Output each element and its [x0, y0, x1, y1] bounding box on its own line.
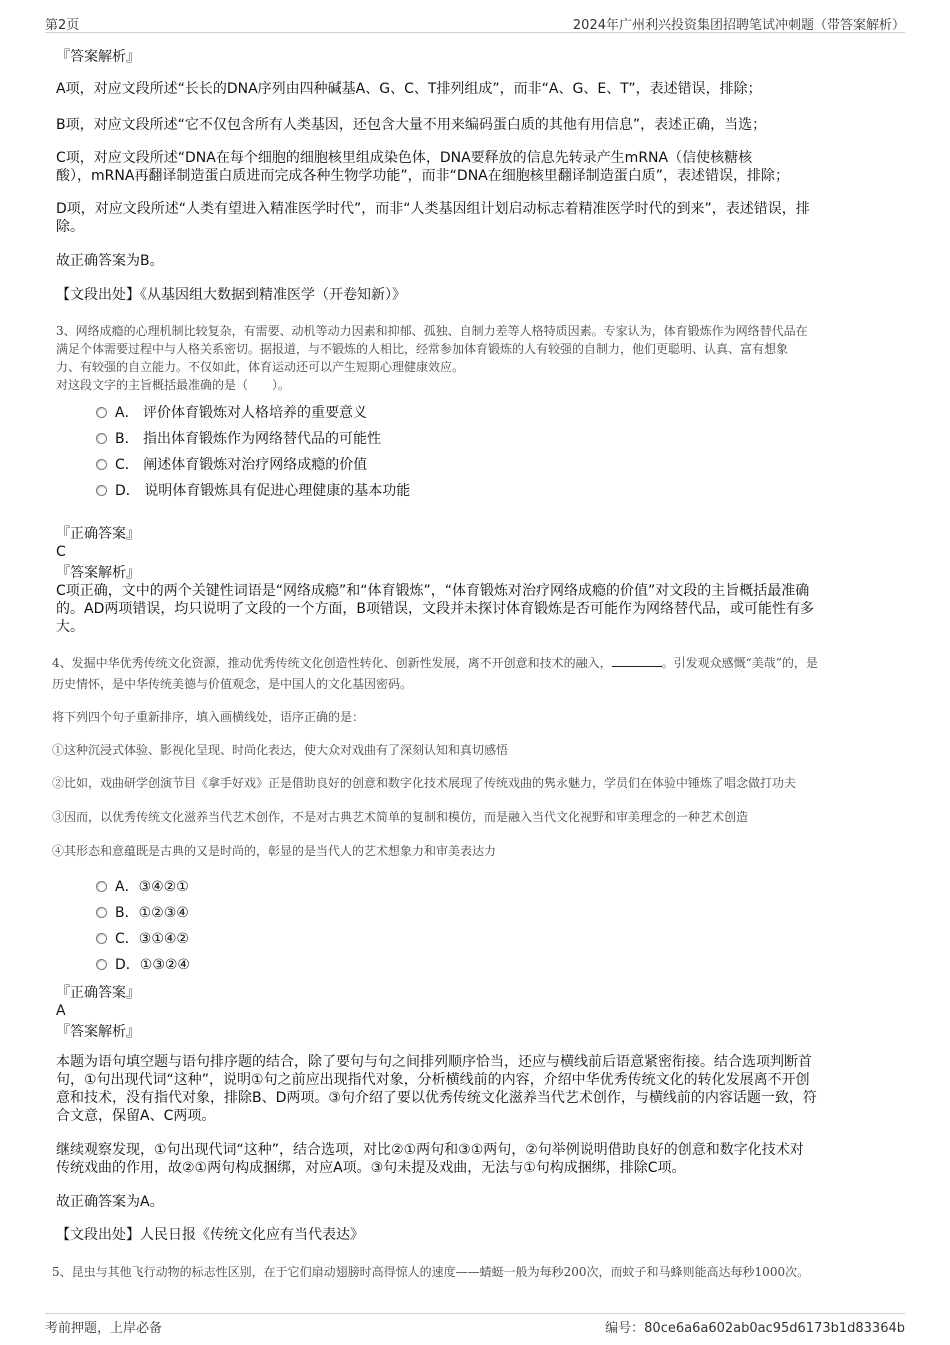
q3-analysis-line2: 的。AD两项错误，均只说明了文段的一个方面，B项错误，文段并未探讨体育锻炼是否可能作为网络替代品，或可能性有多 — [56, 601, 814, 617]
q3-option-d[interactable] — [96, 482, 410, 500]
q3-option-b[interactable] — [96, 430, 381, 448]
q3-analysis-line1: C项正确，文中的两个关键性词语是“网络成瘾”和“体育锻炼”，“体育锻炼对治疗网络成瘾的价值”对文段的主旨概括最准确 — [56, 583, 810, 599]
q4-option-b[interactable] — [96, 904, 189, 922]
radio-icon[interactable] — [96, 881, 107, 892]
q3-option-c[interactable] — [96, 456, 367, 474]
q4-option-c[interactable] — [96, 930, 189, 948]
radio-icon[interactable] — [96, 959, 107, 970]
q4-correct-label: 『正确答案』 — [56, 985, 140, 1001]
document-title: 2024年广州利兴投资集团招聘笔试冲刺题（带答案解析） — [572, 18, 905, 33]
q4-sentence-2: ②比如，戏曲研学创演节目《拿手好戏》正是借助良好的创意和数字化技术展现了传统戏曲的隽永魅力，学员们在体验中锤炼了唱念做打功夫 — [52, 776, 797, 790]
radio-icon[interactable] — [96, 485, 107, 496]
q4-option-c-label: C．③①④② — [115, 931, 189, 947]
radio-icon[interactable] — [96, 433, 107, 444]
q2-analysis-d-line2: 除。 — [56, 219, 84, 235]
q4-option-d-label: D．①③②④ — [115, 957, 190, 973]
q3-question: 对这段文字的主旨概括最准确的是（ ）。 — [56, 378, 291, 392]
q3-option-c-label: C． 阐述体育锻炼对治疗网络成瘾的价值 — [115, 457, 368, 473]
q4-analysis-p1-line1: 本题为语句填空题与语句排序题的结合，除了要句与句之间排列顺序恰当，还应与横线前后语意紧密衔接。结合选项判断首 — [56, 1054, 812, 1070]
footer-slogan: 考前押题，上岸必备 — [45, 1321, 163, 1336]
q3-option-b-label: B． 指出体育锻炼作为网络替代品的可能性 — [115, 431, 382, 447]
q5-stem: 5、昆虫与其他飞行动物的标志性区别，在于它们扇动翅膀时高得惊人的速度——蜻蜓一般为每秒200次，而蚊子和马蜂则能高达每秒1000次。 — [52, 1265, 810, 1279]
q2-source: 【文段出处】《从基因组大数据到精准医学（开卷知新）》 — [56, 287, 406, 303]
radio-icon[interactable] — [96, 907, 107, 918]
q4-sentence-1: ①这种沉浸式体验、影视化呈现、时尚化表达，使大众对戏曲有了深刻认知和真切感悟 — [52, 743, 509, 757]
q4-instruction: 将下列四个句子重新排序，填入画横线处，语序正确的是： — [52, 710, 365, 724]
q4-correct-answer: A — [56, 1003, 66, 1019]
q3-correct-label: 『正确答案』 — [56, 526, 140, 542]
q4-sentence-4: ④其形态和意蕴既是古典的又是时尚的，彰显的是当代人的艺术想象力和审美表达力 — [52, 844, 497, 858]
q3-analysis-label: 『答案解析』 — [56, 565, 140, 581]
q4-conclusion: 故正确答案为A。 — [56, 1194, 164, 1210]
q4-analysis-p2-line2: 传统戏曲的作用，故②①两句构成捆绑，对应A项。③句未提及戏曲，无法与①句构成捆绑，排除C项。 — [56, 1160, 686, 1176]
q4-analysis-p1-line3: 意和技术，没有指代对象，排除B、D两项。③句介绍了要以优秀传统文化滋养当代艺术创作，与横线前的内容话题一致，符 — [56, 1090, 817, 1106]
q4-stem-line2: 历史情怀，是中华传统美德与价值观念，是中国人的文化基因密码。 — [52, 677, 413, 691]
q3-option-a-label: A． 评价体育锻炼对人格培养的重要意义 — [115, 405, 368, 421]
page-number: 第2页 — [45, 18, 80, 33]
page-header — [45, 12, 905, 33]
q4-stem-line1b: 。引发观众感慨“美哉”的，是 — [661, 656, 818, 670]
q2-analysis-b: B项，对应文段所述“它不仅包含所有人类基因，还包含大量不用来编码蛋白质的其他有用信息”，表述正确，当选； — [56, 117, 767, 133]
q4-option-a-label: A．③④②① — [115, 879, 189, 895]
q4-source: 【文段出处】人民日报《传统文化应有当代表达》 — [56, 1227, 364, 1243]
q4-analysis-p1-line2: 句，①句出现代词“这种”，说明①句之前应出现指代对象，分析横线前的内容，介绍中华优秀传统文化的转化发展离不开创 — [56, 1072, 810, 1088]
page-footer — [45, 1313, 905, 1334]
q3-stem-line2: 满足个体需要过程中与人格关系密切。据报道，与不锻炼的人相比，经常参加体育锻炼的人有较强的自制力，他们更聪明、认真、富有想象 — [56, 342, 789, 356]
q4-analysis-label: 『答案解析』 — [56, 1024, 140, 1040]
q4-option-d[interactable] — [96, 956, 190, 974]
document-id: 编号：80ce6a6a602ab0ac95d6173b1d83364b — [605, 1321, 905, 1336]
q3-analysis-line3: 大。 — [56, 619, 84, 635]
q3-stem-line1: 3、网络成瘾的心理机制比较复杂，有需要、动机等动力因素和抑郁、孤独、自制力差等人格特质因素。专家认为，体育锻炼作为网络替代品在 — [56, 324, 808, 338]
q4-analysis-p1-line4: 合文意，保留A、C两项。 — [56, 1108, 216, 1124]
q4-option-b-label: B．①②③④ — [115, 905, 189, 921]
radio-icon[interactable] — [96, 933, 107, 944]
q2-conclusion: 故正确答案为B。 — [56, 253, 164, 269]
q2-analysis-label: 『答案解析』 — [56, 49, 140, 65]
q2-analysis-d-line1: D项，对应文段所述“人类有望进入精准医学时代”，而非“人类基因组计划启动标志着精准医学时代的到来”，表述错误，排 — [56, 201, 810, 217]
q3-option-d-label: D． 说明体育锻炼具有促进心理健康的基本功能 — [115, 483, 411, 499]
radio-icon[interactable] — [96, 459, 107, 470]
fill-in-blank — [612, 654, 662, 667]
q2-analysis-a: A项，对应文段所述“长长的DNA序列由四种碱基A、G、C、T排列组成”，而非“A、G、E、T”，表述错误，排除； — [56, 81, 762, 97]
q3-correct-answer: C — [56, 544, 66, 560]
q4-stem-line1a: 4、发掘中华优秀传统文化资源，推动优秀传统文化创造性转化、创新性发展，离不开创意和技术的融入， — [52, 656, 612, 670]
q4-stem-line1 — [52, 654, 896, 672]
q3-option-a[interactable] — [96, 404, 367, 422]
q2-analysis-c-line2: 酸），mRNA再翻译制造蛋白质进而完成各种生物学功能”，而非“DNA在细胞核里翻译制造蛋白质”，表述错误，排除； — [56, 168, 790, 184]
q4-analysis-p2-line1: 继续观察发现，①句出现代词“这种”，结合选项，对比②①两句和③①两句，②句举例说明借助良好的创意和数字化技术对 — [56, 1142, 804, 1158]
radio-icon[interactable] — [96, 407, 107, 418]
q4-option-a[interactable] — [96, 878, 189, 896]
q2-analysis-c-line1: C项，对应文段所述“DNA在每个细胞的细胞核里组成染色体，DNA要释放的信息先转录产生mRNA（信使核糖核 — [56, 150, 753, 166]
q4-sentence-3: ③因而，以优秀传统文化滋养当代艺术创作，不是对古典艺术简单的复制和模仿，而是融入当代文化视野和审美理念的一种艺术创造 — [52, 810, 749, 824]
q3-stem-line3: 力、有较强的自立能力。不仅如此，体育运动还可以产生短期心理健康效应。 — [56, 360, 465, 374]
